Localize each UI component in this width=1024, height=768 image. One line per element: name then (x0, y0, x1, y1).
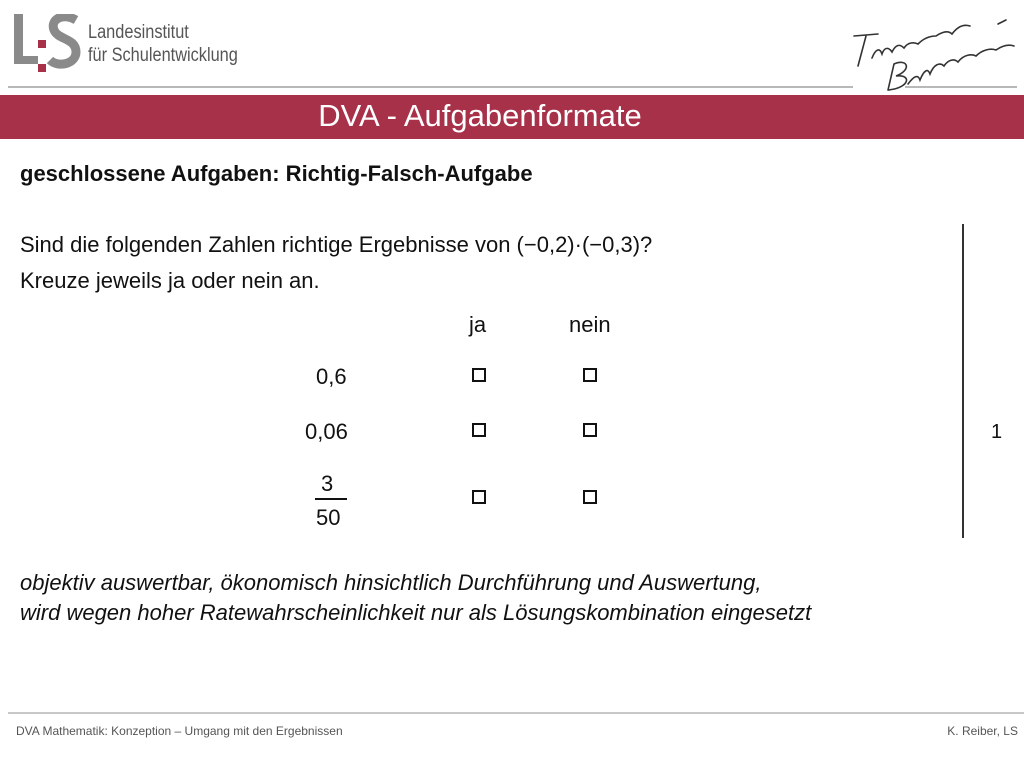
innovativer-bildungsservice-signature (848, 14, 1018, 92)
checkbox-row3-nein[interactable] (583, 490, 597, 504)
score-divider (962, 224, 964, 538)
score-points: 1 (991, 421, 1003, 443)
question-line-1: Sind die folgenden Zahlen richtige Ergebnisse von (−0,2)·(−0,3)? (20, 232, 653, 257)
note-line-2: wird wegen hoher Ratewahrscheinlichkeit nur als Lösungskombination eingesetzt (20, 600, 812, 625)
org-name-line1: Landesinstitut (88, 22, 189, 43)
column-header-ja: ja (469, 312, 487, 337)
answer-value-1: 0,6 (316, 364, 347, 389)
checkbox-row1-nein[interactable] (583, 368, 597, 382)
header-divider-right (905, 86, 1017, 88)
ls-logo-icon (12, 14, 82, 74)
checkbox-row1-ja[interactable] (472, 368, 486, 382)
footer-divider (8, 712, 1024, 714)
fraction-bar (315, 498, 347, 500)
org-name-line2: für Schulentwicklung (88, 45, 238, 66)
slide-title: DVA - Aufgabenformate (318, 98, 642, 133)
footer-left: DVA Mathematik: Konzeption – Umgang mit den Ergebnissen (16, 724, 343, 738)
section-heading: geschlossene Aufgaben: Richtig-Falsch-Aufgabe (20, 161, 533, 186)
answer-value-2: 0,06 (305, 419, 348, 444)
question-line-2: Kreuze jeweils ja oder nein an. (20, 268, 320, 293)
column-header-nein: nein (569, 312, 611, 337)
checkbox-row3-ja[interactable] (472, 490, 486, 504)
header-divider (8, 86, 853, 88)
fraction-numerator: 3 (321, 471, 334, 496)
note-line-1: objektiv auswertbar, ökonomisch hinsichtlich Durchführung und Auswertung, (20, 570, 762, 595)
footer-right: K. Reiber, LS (947, 724, 1018, 738)
checkbox-row2-nein[interactable] (583, 423, 597, 437)
checkbox-row2-ja[interactable] (472, 423, 486, 437)
fraction-denominator: 50 (316, 505, 341, 530)
